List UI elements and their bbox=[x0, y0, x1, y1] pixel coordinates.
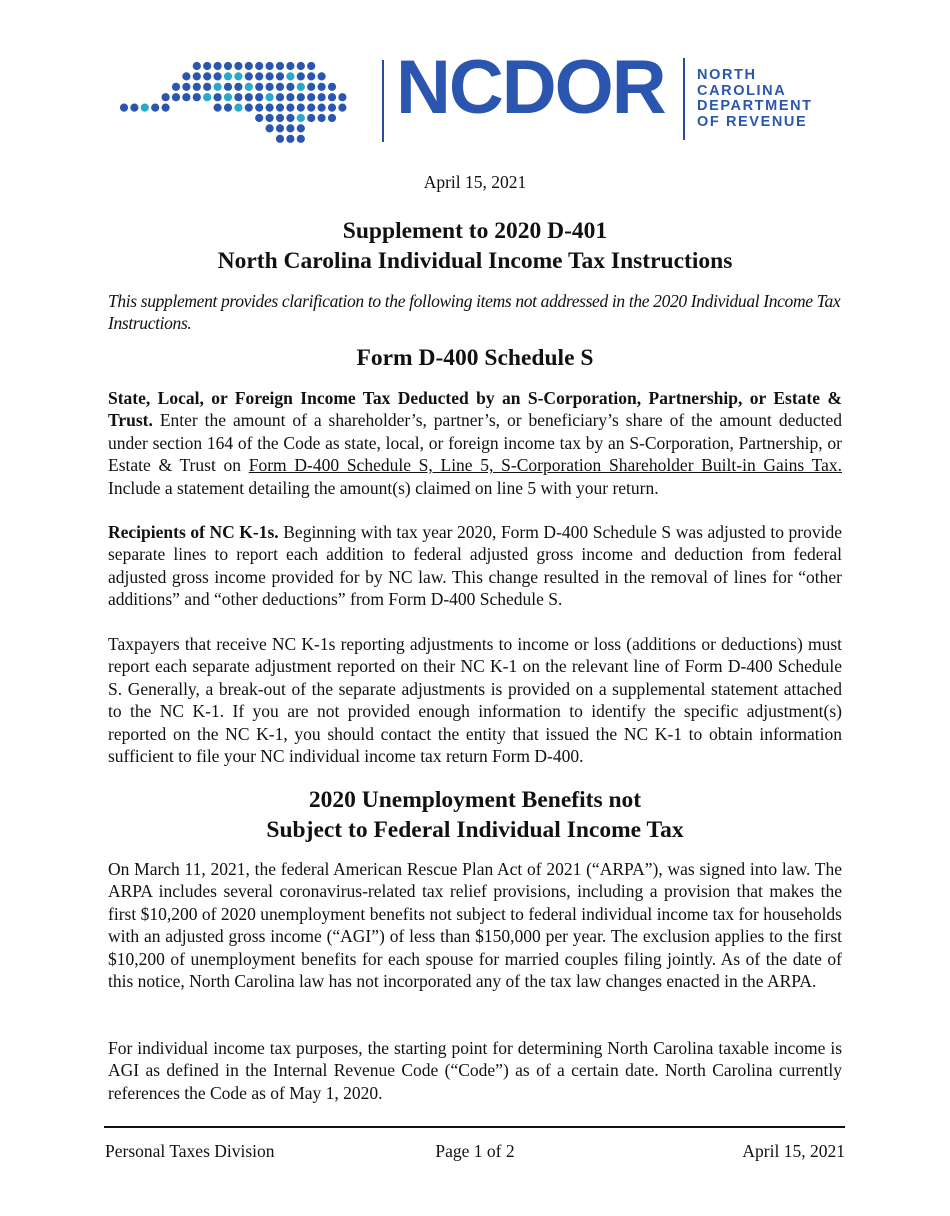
logo-subtitle-line: CAROLINA bbox=[697, 82, 787, 99]
map-dot bbox=[193, 72, 201, 80]
map-dot bbox=[286, 72, 294, 80]
map-dot bbox=[234, 83, 242, 91]
intro-paragraph: This supplement provides clarification to the following items not addressed in the 2020 Individual Income Tax Instructions. bbox=[108, 291, 841, 333]
map-dot bbox=[276, 124, 284, 132]
paragraph-arpa: On March 11, 2021, the federal American Rescue Plan Act of 2021 (“ARPA”), was signed into law. The ARPA includes several coronavirus-related tax relief provisions, including a provision that makes the first $10,200 of 2020 unemployment benefits not subject to federal individual income tax for households with an adjusted gross income (“AGI”) of less than $150,000 per year. The exclusion applies to the first $10,200 of unemployment benefits for each spouse for married couples filing jointly. As of the date of this notice, North Carolina law has not incorporated any of the tax law changes enacted in the ARPA. bbox=[108, 859, 842, 992]
map-dot bbox=[151, 104, 159, 112]
footer-page-number: Page 1 of 2 bbox=[435, 1141, 515, 1161]
map-dot bbox=[130, 104, 138, 112]
footer-rule bbox=[104, 1126, 845, 1128]
map-dot bbox=[286, 104, 294, 112]
paragraph-taxpayers-k1: Taxpayers that receive NC K-1s reporting adjustments to income or loss (additions or deductions) must report each separate adjustment reported on their NC K-1 on the relevant line of Form D-400 Schedule S. Generally, a break-out of the separate adjustments is provided on a supplemental statement attached to the NC K-1. If you are not provided enough information to identify the specific adjustment(s) reported on the NC K-1, you should contact the entity that issued the NC K-1 to obtain information sufficient to file your NC individual income tax return Form D-400. bbox=[108, 634, 842, 767]
map-dot bbox=[297, 124, 305, 132]
map-dot bbox=[255, 83, 263, 91]
map-dot bbox=[266, 104, 274, 112]
map-dot bbox=[245, 93, 253, 101]
paragraph-lead: Recipients of NC K-1s. bbox=[108, 522, 279, 542]
map-dot bbox=[182, 72, 190, 80]
map-dot bbox=[203, 83, 211, 91]
map-dot bbox=[338, 93, 346, 101]
map-dot bbox=[255, 72, 263, 80]
heading-line-1: 2020 Unemployment Benefits not bbox=[308, 787, 642, 813]
map-dot bbox=[224, 83, 232, 91]
map-dot bbox=[224, 93, 232, 101]
map-dot bbox=[318, 104, 326, 112]
map-dot bbox=[276, 83, 284, 91]
logo-divider bbox=[382, 60, 384, 142]
map-dot bbox=[224, 104, 232, 112]
map-dot bbox=[297, 135, 305, 143]
map-dot bbox=[276, 135, 284, 143]
map-dot bbox=[297, 62, 305, 70]
logo-subtitle-line: OF REVENUE bbox=[697, 113, 808, 130]
map-dot bbox=[286, 124, 294, 132]
paragraph-text: Include a statement detailing the amount(s) claimed on line 5 with your return. bbox=[108, 477, 659, 498]
map-dot bbox=[276, 72, 284, 80]
map-dot bbox=[255, 104, 263, 112]
nc-map-dots-icon bbox=[118, 56, 370, 160]
paragraph-text: Beginning with tax year 2020, Form D-400 Schedule S was adjusted to provide separate lines to report each addition to federal adjusted gross income and deduction from federal adjusted gross income provided for by NC law. This change resulted in the removal of lines for “other additions” and “other deductions” from Form D-400 Schedule S. bbox=[108, 522, 843, 610]
map-dot bbox=[328, 93, 336, 101]
map-dot bbox=[307, 62, 315, 70]
map-dot bbox=[162, 104, 170, 112]
map-dot bbox=[162, 93, 170, 101]
footer-division: Personal Taxes Division bbox=[105, 1141, 275, 1161]
map-dot bbox=[234, 93, 242, 101]
logo-divider-secondary bbox=[683, 58, 685, 140]
title-line-1: Supplement to 2020 D-401 bbox=[342, 218, 608, 244]
map-dot bbox=[276, 114, 284, 122]
section-heading-schedule-s: Form D-400 Schedule S bbox=[356, 345, 594, 371]
map-dot bbox=[266, 114, 274, 122]
map-dot bbox=[182, 83, 190, 91]
map-dot bbox=[318, 83, 326, 91]
heading-line-2: Subject to Federal Individual Income Tax bbox=[266, 817, 684, 843]
map-dot bbox=[266, 93, 274, 101]
map-dot bbox=[338, 104, 346, 112]
logo-subtitle-line: DEPARTMENT bbox=[697, 98, 813, 114]
map-dot bbox=[234, 62, 242, 70]
map-dot bbox=[286, 62, 294, 70]
map-dot bbox=[328, 114, 336, 122]
map-dot bbox=[245, 72, 253, 80]
map-dot bbox=[297, 72, 305, 80]
logo-wordmark: NCDOR bbox=[396, 45, 665, 130]
paragraph-text: Enter the amount of a shareholder’s, partner’s, or beneficiary’s share of the amount deducted under section 164 of the Code as state, local, or foreign income tax by an S-Corporation, Partnership, or Estate & Trust on bbox=[108, 410, 842, 476]
map-dot bbox=[328, 83, 336, 91]
title-line-2: North Carolina Individual Income Tax Instructions bbox=[217, 248, 733, 274]
paragraph-recipients-k1 bbox=[108, 521, 842, 611]
document-date: April 15, 2021 bbox=[423, 172, 527, 192]
map-dot bbox=[224, 72, 232, 80]
map-dot bbox=[276, 104, 284, 112]
map-dot bbox=[214, 104, 222, 112]
footer-date: April 15, 2021 bbox=[742, 1141, 845, 1161]
map-dot bbox=[318, 114, 326, 122]
map-dot bbox=[214, 62, 222, 70]
map-dot bbox=[245, 62, 253, 70]
map-dot bbox=[172, 93, 180, 101]
map-dot bbox=[203, 93, 211, 101]
map-dot bbox=[224, 62, 232, 70]
map-dot bbox=[286, 114, 294, 122]
map-dot bbox=[297, 104, 305, 112]
map-dot bbox=[255, 93, 263, 101]
map-dot bbox=[276, 62, 284, 70]
map-dot bbox=[307, 114, 315, 122]
map-dot bbox=[276, 93, 284, 101]
map-dot bbox=[255, 62, 263, 70]
paragraph-agi: For individual income tax purposes, the starting point for determining North Carolina taxable income is AGI as defined in the Internal Revenue Code (“Code”) as of a certain date. North Carolina currently references the Code as of May 1, 2020. bbox=[108, 1038, 842, 1103]
map-dot bbox=[172, 83, 180, 91]
map-dot bbox=[307, 104, 315, 112]
map-dot bbox=[120, 104, 128, 112]
map-dot bbox=[297, 83, 305, 91]
map-dot bbox=[245, 104, 253, 112]
paragraph-state-local-tax bbox=[108, 387, 842, 499]
logo-subtitle-line: NORTH bbox=[697, 67, 757, 83]
map-dot bbox=[234, 72, 242, 80]
map-dot bbox=[266, 62, 274, 70]
map-dot bbox=[203, 62, 211, 70]
map-dot bbox=[141, 104, 149, 112]
map-dot bbox=[214, 93, 222, 101]
map-dot bbox=[307, 83, 315, 91]
logo-subtitle bbox=[697, 68, 813, 130]
map-dot bbox=[318, 72, 326, 80]
map-dot bbox=[307, 93, 315, 101]
map-dot bbox=[266, 124, 274, 132]
map-dot bbox=[286, 135, 294, 143]
map-dot bbox=[193, 62, 201, 70]
map-dot bbox=[286, 83, 294, 91]
map-dot bbox=[234, 104, 242, 112]
map-dot bbox=[193, 93, 201, 101]
map-dot bbox=[214, 72, 222, 80]
section-heading-unemployment bbox=[0, 785, 950, 845]
map-dot bbox=[245, 83, 253, 91]
map-dot bbox=[266, 83, 274, 91]
map-dot bbox=[286, 93, 294, 101]
form-reference-link[interactable]: Form D-400 Schedule S, Line 5, S-Corporation Shareholder Built-in Gains Tax. bbox=[248, 455, 842, 476]
map-dot bbox=[266, 72, 274, 80]
map-dot bbox=[214, 83, 222, 91]
ncdor-logo bbox=[118, 45, 838, 160]
map-dot bbox=[193, 83, 201, 91]
map-dot bbox=[307, 72, 315, 80]
map-dot bbox=[255, 114, 263, 122]
map-dot bbox=[328, 104, 336, 112]
map-dot bbox=[203, 72, 211, 80]
map-dot bbox=[297, 93, 305, 101]
map-dot bbox=[318, 93, 326, 101]
map-dot bbox=[297, 114, 305, 122]
paragraph-lead: State, Local, or Foreign Income Tax Deducted by an S-Corporation, Partnership, or Estate & Trust. bbox=[108, 388, 842, 431]
map-dot bbox=[182, 93, 190, 101]
document-title bbox=[0, 216, 950, 276]
